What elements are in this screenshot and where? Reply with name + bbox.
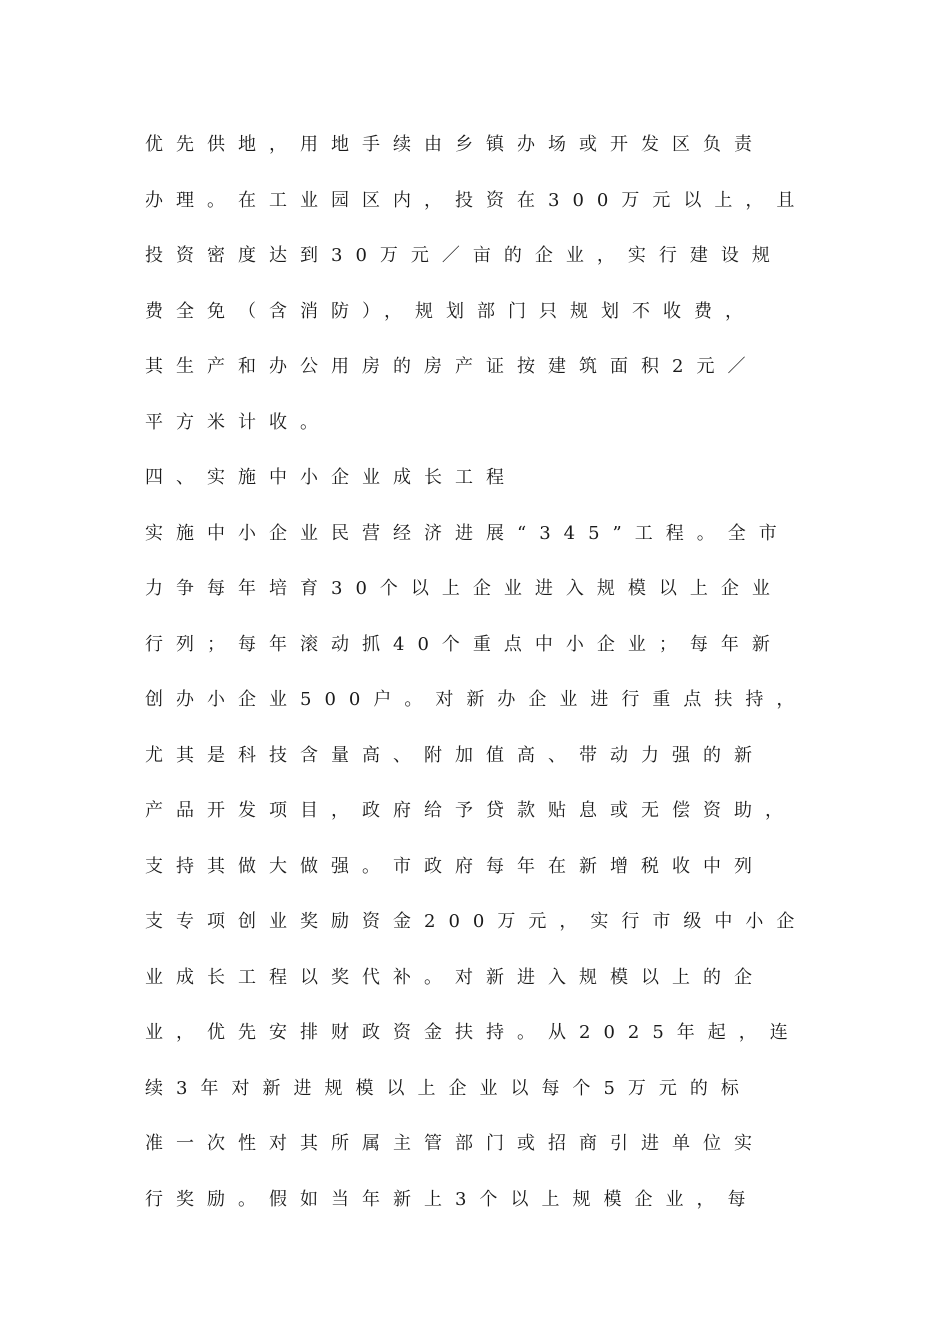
text-line-20: 行奖励。假如当年新上3个以上规模企业，每 (145, 1188, 759, 1210)
text-line-18: 续3年对新进规模以上企业以每个5万元的标 (145, 1077, 752, 1099)
text-line-12: 尤其是科技含量高、附加值高、带动力强的新 (145, 744, 765, 766)
text-line-9: 力争每年培育30个以上企业进入规模以上企业 (145, 578, 783, 599)
text-line-1: 优先供地，用地手续由乡镇办场或开发区负责 (145, 134, 765, 155)
text-line-17: 业，优先安排财政资金扶持。从2025年起，连 (145, 1022, 801, 1043)
text-line-13: 产品开发项目，政府给予贷款贴息或无偿资助， (145, 800, 796, 821)
text-line-4: 费全免（含消防），规划部门只规划不收费， (145, 300, 756, 322)
text-line-15: 支专项创业奖励资金200万元，实行市级中小企 (145, 911, 808, 932)
text-line-3: 投资密度达到30万元／亩的企业，实行建设规 (145, 245, 783, 266)
text-line-16: 业成长工程以奖代补。对新进入规模以上的企 (145, 966, 765, 988)
text-line-11: 创办小企业500户。对新办企业进行重点扶持， (145, 689, 808, 710)
text-line-8: 实施中小企业民营经济进展“345”工程。全市 (145, 522, 790, 544)
text-line-5: 其生产和办公用房的房产证按建筑面积2元／ (145, 356, 759, 377)
text-line-10: 行列；每年滚动抓40个重点中小企业；每年新 (145, 633, 783, 655)
text-line-19: 准一次性对其所属主管部门或招商引进单位实 (145, 1133, 765, 1154)
text-line-6: 平方米计收。 (145, 411, 331, 433)
text-line-14: 支持其做大做强。市政府每年在新增税收中列 (145, 855, 765, 877)
text-line-2: 办理。在工业园区内，投资在300万元以上，且 (145, 189, 808, 211)
section-heading: 四、实施中小企业成长工程 (145, 467, 517, 488)
body-text (145, 126, 845, 1236)
